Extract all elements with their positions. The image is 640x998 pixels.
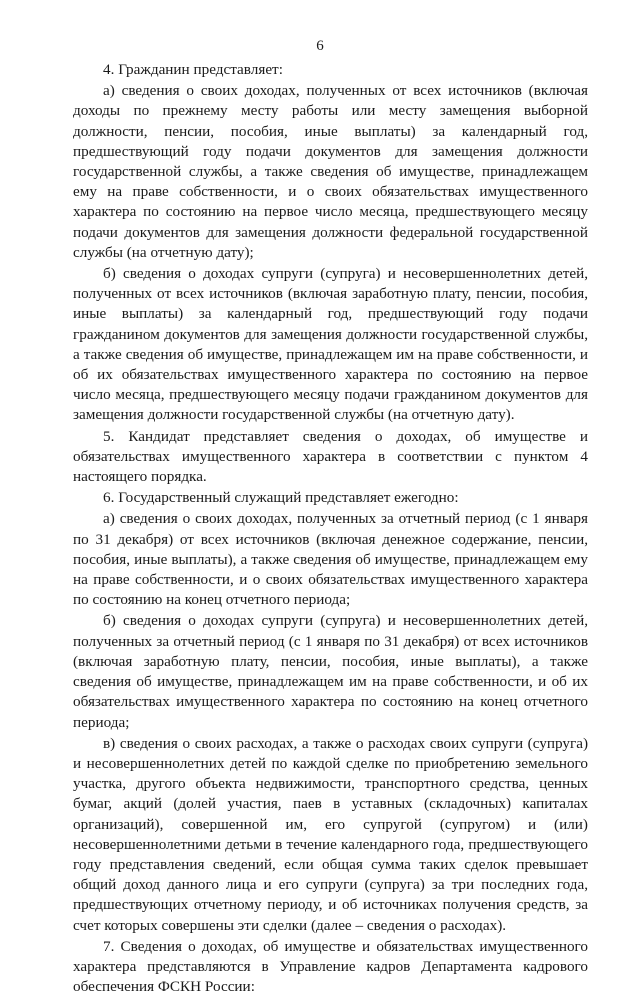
- paragraph-item-6a: а) сведения о своих доходах, полученных за отчетный период (с 1 января по 31 декабря) от всех источников (включая денежное содержание, пенсии, пособия, иные выплаты), а также сведения об имуществе, принадлежащем ему на праве собственности, и о своих обязательствах имущественного характера по состоянию на конец отчетного периода;: [73, 510, 588, 609]
- paragraph-item-4a: а) сведения о своих доходах, полученных от всех источников (включая доходы по прежнему месту работы или месту замещения выборной должности, пенсии, пособия, иные выплаты) за календарный год, предшествующий году подачи документов для замещения должности государственной службы, а также сведения об имуществе, принадлежащем ему на праве собственности, и о своих обязательствах имущественного характера по состоянию на первое число месяца, предшествующего месяцу подачи документов для замещения должности федеральной государственной службы (на отчетную дату);: [73, 82, 588, 261]
- page-number: 6: [316, 38, 324, 54]
- paragraph-item-6b: б) сведения о доходах супруги (супруга) и несовершеннолетних детей, полученных за отчетный период (с 1 января по 31 декабря) от всех источников (включая заработную плату, пенсии, пособия, иные выплаты), а также сведения об имуществе, принадлежащем им на праве собственности, и об их обязательствах имущественного характера по состоянию на конец отчетного периода;: [73, 612, 588, 731]
- paragraph-item-5: 5. Кандидат представляет сведения о доходах, об имуществе и обязательствах имущественного характера в соответствии с пунктом 4 настоящего порядка.: [73, 427, 588, 486]
- paragraph-item-4b: б) сведения о доходах супруги (супруга) и несовершеннолетних детей, полученных от всех источников (включая заработную плату, пенсии, пособия, иные выплаты) за календарный год, предшествующий году подачи гражданином документов для замещения должности государственной службы, а также сведения об имуществе, принадлежащем им на праве собственности, и об их обязательствах имущественного характера по состоянию на первое число месяца, предшествующего месяцу подачи гражданином документов для замещения должности государственной службы (на отчетную дату).: [73, 265, 588, 424]
- paragraph-item-6v: в) сведения о своих расходах, а также о расходах своих супруги (супруга) и несовершеннолетних детей по каждой сделке по приобретению земельного участка, другого объекта недвижимости, транспортного средства, ценных бумаг, акций (долей участия, паев в уставных (складочных) капиталах организаций), совершенной им, его супругой (супругом) и (или) несовершеннолетними детьми в течение календарного года, предшествующего году представления сведений, если общая сумма таких сделок превышает общий доход данного лица и его супруги (супруга) за три последних года, предшествующих отчетному периоду, и об источниках получения средств, за счет которых совершены эти сделки (далее – сведения о расходах).: [73, 734, 588, 934]
- paragraph-item-7: 7. Сведения о доходах, об имуществе и обязательствах имущественного характера представляются в Управление кадров Департамента кадрового обеспечения ФСКН России:: [73, 937, 588, 996]
- paragraph-item-4: 4. Гражданин представляет:: [103, 61, 283, 78]
- document-body: [73, 60, 588, 998]
- paragraph-item-6: 6. Государственный служащий представляет ежегодно:: [103, 489, 459, 507]
